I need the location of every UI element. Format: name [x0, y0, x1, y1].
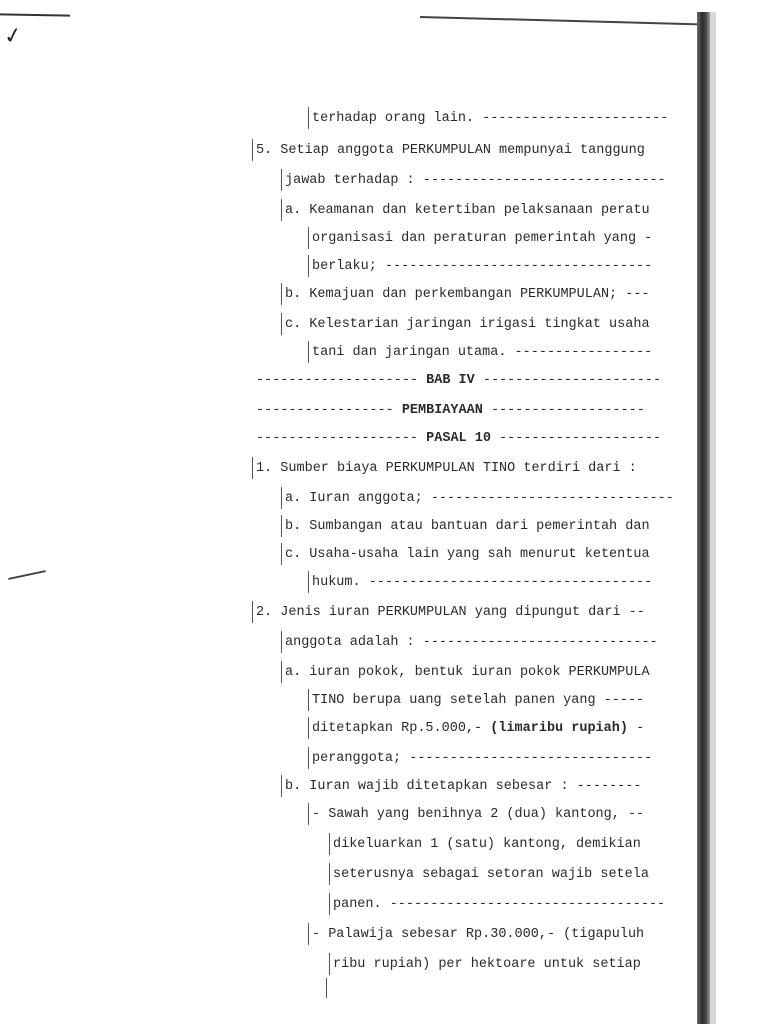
text-line: terhadap orang lain. -----------------------	[312, 111, 669, 126]
chapter-heading: -------------------- BAB IV ----------------------	[256, 373, 662, 388]
text-line: ribu rupiah) per hektoare untuk setiap	[333, 957, 641, 972]
binding-shadow	[710, 12, 716, 1024]
text-line: - Palawija sebesar Rp.30.000,- (tigapuluh	[312, 927, 645, 942]
margin-rule	[326, 978, 327, 998]
text-line: a. iuran pokok, bentuk iuran pokok PERKUMPULA	[285, 665, 650, 680]
text-line: hukum. -----------------------------------	[312, 575, 653, 590]
text-line: a. Iuran anggota; ------------------------------	[285, 491, 674, 506]
text-line: tani dan jaringan utama. -----------------	[312, 345, 653, 360]
binding-spine	[697, 12, 710, 1024]
text-line: dikeluarkan 1 (satu) kantong, demikian	[333, 837, 641, 852]
text-line: 2. Jenis iuran PERKUMPULAN yang dipungut dari --	[256, 605, 645, 620]
article-heading: -------------------- PASAL 10 --------------------	[256, 431, 662, 446]
text-line: peranggota; ------------------------------	[312, 751, 653, 766]
text-line: b. Sumbangan atau bantuan dari pemerintah dan	[285, 519, 650, 534]
text-line: c. Usaha-usaha lain yang sah menurut ketentua	[285, 547, 650, 562]
text-line: a. Keamanan dan ketertiban pelaksanaan peratu	[285, 203, 650, 218]
chapter-title: ----------------- PEMBIAYAAN -------------------	[256, 403, 645, 418]
text-line: ditetapkan Rp.5.000,- (limaribu rupiah) -	[312, 721, 645, 736]
text-line: TINO berupa uang setelah panen yang -----	[312, 693, 645, 708]
text-line: seterusnya sebagai setoran wajib setela	[333, 867, 649, 882]
text-line: jawab terhadap : ------------------------------	[285, 173, 666, 188]
text-line: - Sawah yang benihnya 2 (dua) kantong, --	[312, 807, 645, 822]
text-line: b. Kemajuan dan perkembangan PERKUMPULAN; ---	[285, 287, 650, 302]
handwritten-mark-icon: ✓	[1, 22, 25, 51]
text-line: anggota adalah : -----------------------------	[285, 635, 658, 650]
text-line: berlaku; ---------------------------------	[312, 259, 653, 274]
text-line: c. Kelestarian jaringan irigasi tingkat usaha	[285, 317, 650, 332]
text-line: organisasi dan peraturan pemerintah yang -	[312, 231, 653, 246]
text-line: 5. Setiap anggota PERKUMPULAN mempunyai tanggung	[256, 143, 645, 158]
text-line: 1. Sumber biaya PERKUMPULAN TINO terdiri dari :	[256, 461, 637, 476]
text-line: panen. ----------------------------------	[333, 897, 666, 912]
text-line: b. Iuran wajib ditetapkan sebesar : --------	[285, 779, 642, 794]
